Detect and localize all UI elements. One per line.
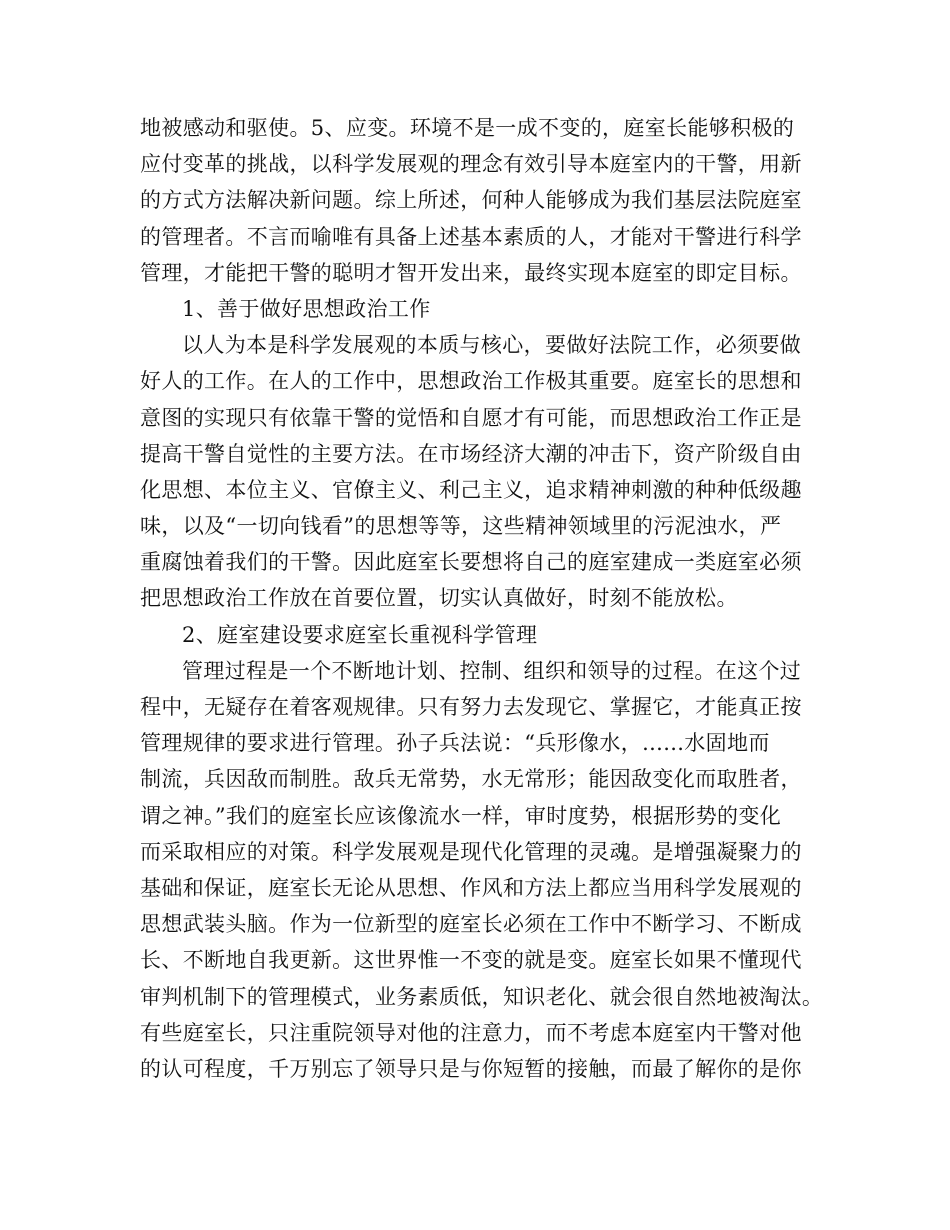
paragraph-start-line: 以人为本是科学发展观的本质与核心，要做好法院工作，必须要做 (182, 333, 802, 358)
text-line: 谓之神。”我们的庭室长应该像流水一样，审时度势，根据形势的变化 (140, 803, 782, 828)
text-line: 而采取相应的对策。科学发展观是现代化管理的灵魂。是增强凝聚力的 (140, 839, 802, 864)
text-line: 程中，无疑存在着客观规律。只有努力去发现它、掌握它，才能真正按 (140, 695, 802, 719)
text-line: 长、不断地自我更新。这世界惟一不变的就是变。庭室长如果不懂现代 (140, 948, 802, 973)
text-line: 管理规律的要求进行管理。孙子兵法说：“兵形像水，......水固地而 (140, 731, 770, 756)
text-line: 的管理者。不言而喻唯有具备上述基本素质的人，才能对干警进行科学 (140, 224, 802, 249)
document-body (140, 110, 824, 1087)
text-line: 把思想政治工作放在首要位置，切实认真做好，时刻不能放松。 (140, 586, 738, 611)
text-line: 好人的工作。在人的工作中，思想政治工作极其重要。庭室长的思想和 (140, 369, 802, 394)
text-line: 的认可程度，千万别忘了领导只是与你短暂的接触，而最了解你的是你 (140, 1056, 802, 1081)
text-line: 意图的实现只有依靠干警的觉悟和自愿才有可能，而思想政治工作正是 (140, 405, 802, 430)
paragraph-start-line: 1、善于做好思想政治工作 (182, 296, 431, 321)
text-line: 味，以及“一切向钱看”的思想等等，这些精神领域里的污泥浊水，严 (140, 514, 782, 539)
text-line: 制流，兵因敌而制胜。敌兵无常势，水无常形；能因敌变化而取胜者， (140, 767, 802, 792)
text-line: 提高干警自觉性的主要方法。在市场经济大潮的冲击下，资产阶级自由 (140, 441, 802, 466)
text-line: 审判机制下的管理模式，业务素质低，知识老化、就会很自然地被淘汰。 (140, 984, 824, 1009)
text-line: 应付变革的挑战，以科学发展观的理念有效引导本庭室内的干警，用新 (140, 152, 802, 177)
text-line: 的方式方法解决新问题。综上所述，何种人能够成为我们基层法院庭室 (140, 188, 802, 213)
text-line: 地被感动和驱使。5、应变。环境不是一成不变的，庭室长能够积极的 (140, 116, 795, 140)
text-line: 重腐蚀着我们的干警。因此庭室长要想将自己的庭室建成一类庭室必须 (140, 550, 802, 575)
text-line: 管理，才能把干警的聪明才智开发出来，最终实现本庭室的即定目标。 (140, 260, 802, 285)
text-line: 化思想、本位主义、官僚主义、利己主义，追求精神刺激的种种低级趣 (140, 477, 802, 502)
paragraph-start-line: 管理过程是一个不断地计划、控制、组织和领导的过程。在这个过 (182, 658, 802, 683)
text-line: 有些庭室长，只注重院领导对他的注意力，而不考虑本庭室内干警对他 (140, 1020, 802, 1045)
text-line: 思想武装头脑。作为一位新型的庭室长必须在工作中不断学习、不断成 (140, 912, 802, 937)
paragraph-start-line: 2、庭室建设要求庭室长重视科学管理 (182, 622, 538, 647)
text-line: 基础和保证，庭室长无论从思想、作风和方法上都应当用科学发展观的 (140, 875, 802, 900)
